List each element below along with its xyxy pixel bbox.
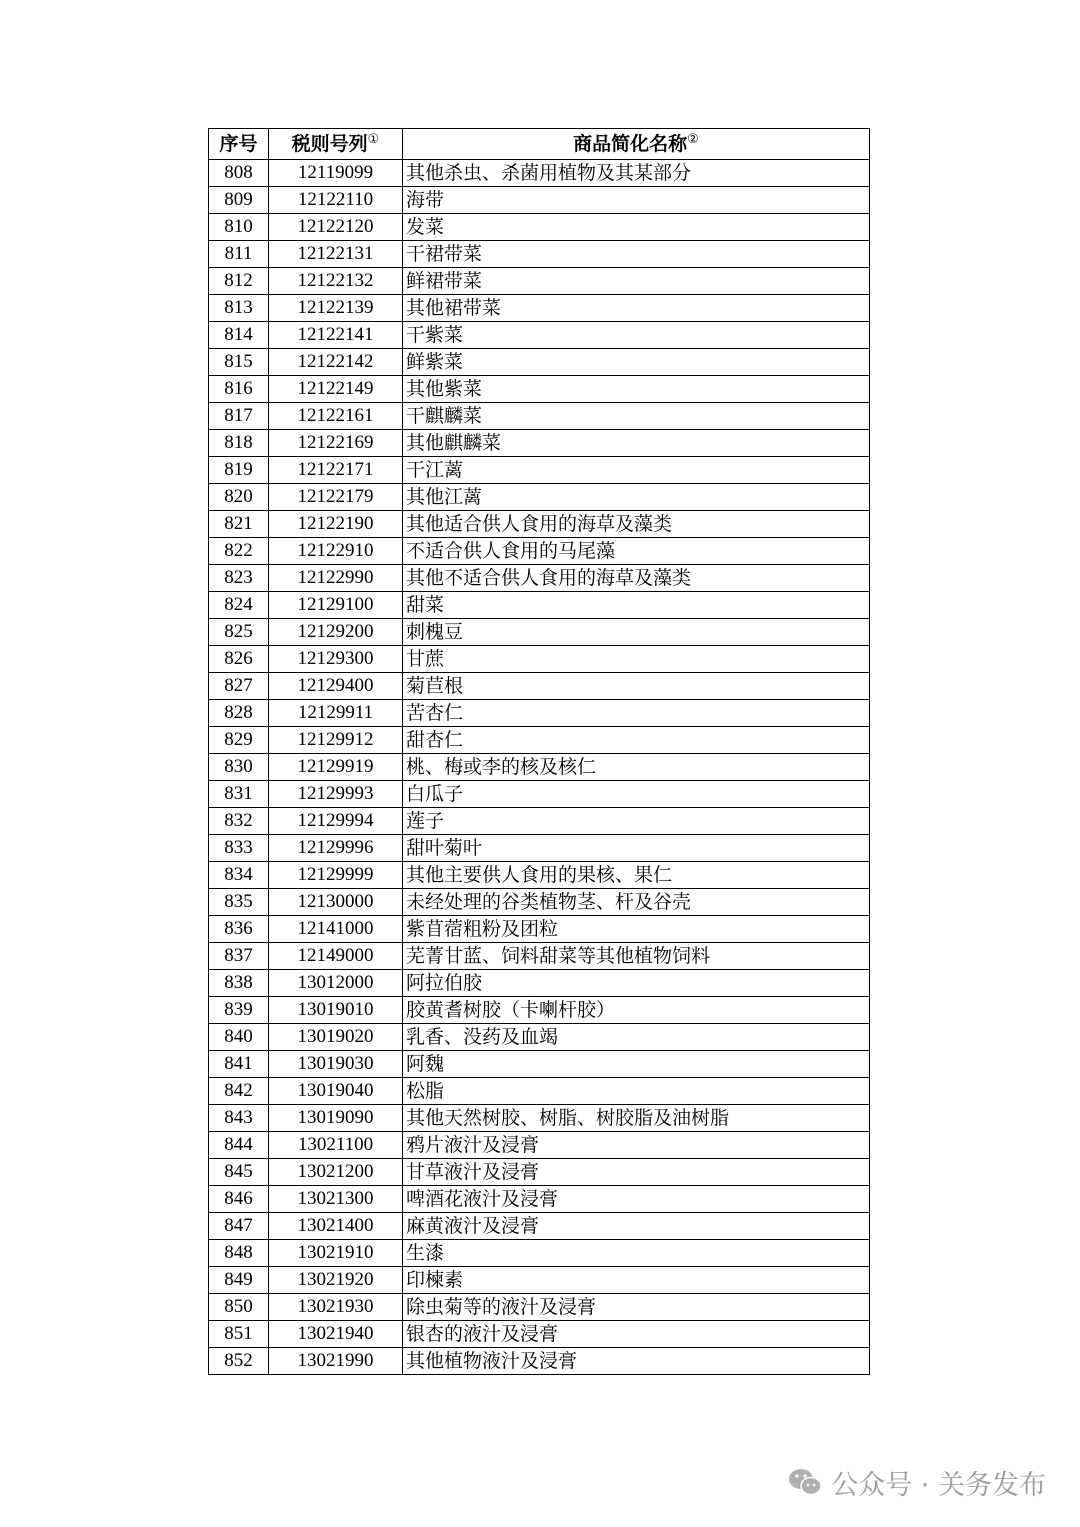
row-seq: 835 (209, 889, 269, 916)
table-row (209, 619, 870, 646)
row-seq: 842 (209, 1078, 269, 1105)
table-row (209, 538, 870, 565)
row-name: 生漆 (403, 1240, 870, 1267)
table-row (209, 781, 870, 808)
row-seq: 833 (209, 835, 269, 862)
table-row (209, 1024, 870, 1051)
table-row (209, 1105, 870, 1132)
row-code: 12129919 (269, 754, 403, 781)
row-code: 12129911 (269, 700, 403, 727)
table-row (209, 322, 870, 349)
row-code: 12122120 (269, 214, 403, 241)
row-seq: 825 (209, 619, 269, 646)
row-code: 13021100 (269, 1132, 403, 1159)
row-seq: 815 (209, 349, 269, 376)
row-code: 12122179 (269, 484, 403, 511)
table-row (209, 646, 870, 673)
row-seq: 839 (209, 997, 269, 1024)
row-seq: 818 (209, 430, 269, 457)
row-code: 13021930 (269, 1294, 403, 1321)
row-seq: 830 (209, 754, 269, 781)
row-code: 12129400 (269, 673, 403, 700)
row-name: 其他裙带菜 (403, 295, 870, 322)
header-seq: 序号 (209, 129, 269, 160)
row-code: 12122990 (269, 565, 403, 592)
row-seq: 816 (209, 376, 269, 403)
row-seq: 817 (209, 403, 269, 430)
row-seq: 824 (209, 592, 269, 619)
table-row (209, 835, 870, 862)
table-row (209, 862, 870, 889)
row-seq: 811 (209, 241, 269, 268)
row-seq: 831 (209, 781, 269, 808)
row-seq: 838 (209, 970, 269, 997)
row-seq: 851 (209, 1321, 269, 1348)
table-row (209, 592, 870, 619)
row-name: 紫苜蓿粗粉及团粒 (403, 916, 870, 943)
row-code: 13021300 (269, 1186, 403, 1213)
table-row (209, 1267, 870, 1294)
row-code: 12129100 (269, 592, 403, 619)
table-row (209, 673, 870, 700)
table-row (209, 1321, 870, 1348)
row-name: 阿魏 (403, 1051, 870, 1078)
row-name: 印楝素 (403, 1267, 870, 1294)
table-row (209, 727, 870, 754)
table-row (209, 889, 870, 916)
row-code: 12122141 (269, 322, 403, 349)
row-seq: 847 (209, 1213, 269, 1240)
table-row (209, 376, 870, 403)
wechat-icon (787, 1466, 823, 1498)
table-row (209, 1078, 870, 1105)
row-code: 13021940 (269, 1321, 403, 1348)
row-seq: 844 (209, 1132, 269, 1159)
row-name: 除虫菊等的液汁及浸膏 (403, 1294, 870, 1321)
row-name: 其他麒麟菜 (403, 430, 870, 457)
row-code: 12122139 (269, 295, 403, 322)
row-seq: 848 (209, 1240, 269, 1267)
row-seq: 850 (209, 1294, 269, 1321)
row-seq: 828 (209, 700, 269, 727)
header-code: 税则号列① (269, 129, 403, 160)
row-code: 12122131 (269, 241, 403, 268)
row-seq: 834 (209, 862, 269, 889)
row-code: 13019030 (269, 1051, 403, 1078)
row-name: 麻黄液汁及浸膏 (403, 1213, 870, 1240)
row-name: 啤酒花液汁及浸膏 (403, 1186, 870, 1213)
row-name: 干裙带菜 (403, 241, 870, 268)
row-code: 12129999 (269, 862, 403, 889)
row-code: 13012000 (269, 970, 403, 997)
row-seq: 821 (209, 511, 269, 538)
row-seq: 846 (209, 1186, 269, 1213)
row-name: 莲子 (403, 808, 870, 835)
row-code: 12122910 (269, 538, 403, 565)
row-name: 甜杏仁 (403, 727, 870, 754)
table-row (209, 214, 870, 241)
row-name: 刺槐豆 (403, 619, 870, 646)
account-watermark (787, 1462, 1046, 1502)
row-code: 12119099 (269, 160, 403, 187)
row-seq: 813 (209, 295, 269, 322)
row-code: 13021200 (269, 1159, 403, 1186)
row-seq: 823 (209, 565, 269, 592)
table-row (209, 1186, 870, 1213)
table-row (209, 808, 870, 835)
table-row (209, 1213, 870, 1240)
row-code: 12122171 (269, 457, 403, 484)
table-row (209, 160, 870, 187)
row-name: 松脂 (403, 1078, 870, 1105)
footnote-mark-2: ② (687, 132, 699, 147)
row-code: 12122161 (269, 403, 403, 430)
row-seq: 814 (209, 322, 269, 349)
watermark-text: 公众号 · 关务发布 (831, 1469, 1046, 1501)
row-name: 其他不适合供人食用的海草及藻类 (403, 565, 870, 592)
row-name: 鸦片液汁及浸膏 (403, 1132, 870, 1159)
table-row (209, 700, 870, 727)
row-name: 鲜裙带菜 (403, 268, 870, 295)
row-name: 鲜紫菜 (403, 349, 870, 376)
row-code: 12122190 (269, 511, 403, 538)
row-name: 其他紫菜 (403, 376, 870, 403)
row-seq: 852 (209, 1348, 269, 1375)
row-name: 未经处理的谷类植物茎、杆及谷壳 (403, 889, 870, 916)
row-code: 13021910 (269, 1240, 403, 1267)
row-code: 12149000 (269, 943, 403, 970)
row-seq: 845 (209, 1159, 269, 1186)
row-code: 13021400 (269, 1213, 403, 1240)
row-seq: 808 (209, 160, 269, 187)
row-name: 其他植物液汁及浸膏 (403, 1348, 870, 1375)
row-code: 12141000 (269, 916, 403, 943)
table-row (209, 943, 870, 970)
row-code: 12122110 (269, 187, 403, 214)
row-seq: 810 (209, 214, 269, 241)
row-seq: 843 (209, 1105, 269, 1132)
row-code: 12129300 (269, 646, 403, 673)
table-row (209, 1240, 870, 1267)
row-code: 12122149 (269, 376, 403, 403)
row-seq: 841 (209, 1051, 269, 1078)
table-header-row (209, 129, 870, 160)
row-name: 甘蔗 (403, 646, 870, 673)
row-code: 13019020 (269, 1024, 403, 1051)
row-code: 13019010 (269, 997, 403, 1024)
row-name: 甘草液汁及浸膏 (403, 1159, 870, 1186)
row-seq: 819 (209, 457, 269, 484)
row-name: 其他杀虫、杀菌用植物及其某部分 (403, 160, 870, 187)
row-code: 13021990 (269, 1348, 403, 1375)
row-code: 13021920 (269, 1267, 403, 1294)
table-row (209, 1051, 870, 1078)
row-name: 乳香、没药及血竭 (403, 1024, 870, 1051)
row-seq: 836 (209, 916, 269, 943)
row-name: 银杏的液汁及浸膏 (403, 1321, 870, 1348)
row-seq: 840 (209, 1024, 269, 1051)
row-code: 13019040 (269, 1078, 403, 1105)
row-name: 发菜 (403, 214, 870, 241)
row-name: 苦杏仁 (403, 700, 870, 727)
row-seq: 820 (209, 484, 269, 511)
header-name: 商品简化名称② (403, 129, 870, 160)
row-code: 12129200 (269, 619, 403, 646)
row-seq: 812 (209, 268, 269, 295)
row-code: 12122142 (269, 349, 403, 376)
row-code: 12122169 (269, 430, 403, 457)
row-name: 白瓜子 (403, 781, 870, 808)
table-row (209, 754, 870, 781)
row-code: 12122132 (269, 268, 403, 295)
row-code: 12129996 (269, 835, 403, 862)
row-name: 胶黄耆树胶（卡喇杆胶） (403, 997, 870, 1024)
table-row (209, 403, 870, 430)
row-name: 桃、梅或李的核及核仁 (403, 754, 870, 781)
table-row (209, 970, 870, 997)
row-name: 干紫菜 (403, 322, 870, 349)
row-code: 12129993 (269, 781, 403, 808)
table-row (209, 1348, 870, 1375)
table-row (209, 511, 870, 538)
row-code: 13019090 (269, 1105, 403, 1132)
row-seq: 837 (209, 943, 269, 970)
table-row (209, 484, 870, 511)
row-code: 12129994 (269, 808, 403, 835)
row-name: 阿拉伯胶 (403, 970, 870, 997)
row-seq: 832 (209, 808, 269, 835)
row-code: 12130000 (269, 889, 403, 916)
footnote-mark-1: ① (367, 132, 380, 147)
row-name: 其他适合供人食用的海草及藻类 (403, 511, 870, 538)
row-seq: 829 (209, 727, 269, 754)
table-row (209, 187, 870, 214)
tariff-table (208, 128, 870, 1375)
table-row (209, 1294, 870, 1321)
row-name: 海带 (403, 187, 870, 214)
row-name: 不适合供人食用的马尾藻 (403, 538, 870, 565)
row-name: 其他江蓠 (403, 484, 870, 511)
table-row (209, 457, 870, 484)
row-name: 干麒麟菜 (403, 403, 870, 430)
row-seq: 849 (209, 1267, 269, 1294)
row-name: 干江蓠 (403, 457, 870, 484)
table-row (209, 997, 870, 1024)
table-row (209, 430, 870, 457)
table-row (209, 268, 870, 295)
row-name: 菊苣根 (403, 673, 870, 700)
row-name: 甜叶菊叶 (403, 835, 870, 862)
table-row (209, 916, 870, 943)
table-row (209, 565, 870, 592)
table-row (209, 1132, 870, 1159)
table-row (209, 1159, 870, 1186)
row-name: 其他主要供人食用的果核、果仁 (403, 862, 870, 889)
table-row (209, 241, 870, 268)
row-seq: 822 (209, 538, 269, 565)
row-seq: 826 (209, 646, 269, 673)
table-row (209, 295, 870, 322)
row-name: 芜菁甘蓝、饲料甜菜等其他植物饲料 (403, 943, 870, 970)
row-name: 甜菜 (403, 592, 870, 619)
row-name: 其他天然树胶、树脂、树胶脂及油树脂 (403, 1105, 870, 1132)
table-row (209, 349, 870, 376)
row-seq: 809 (209, 187, 269, 214)
row-code: 12129912 (269, 727, 403, 754)
row-seq: 827 (209, 673, 269, 700)
